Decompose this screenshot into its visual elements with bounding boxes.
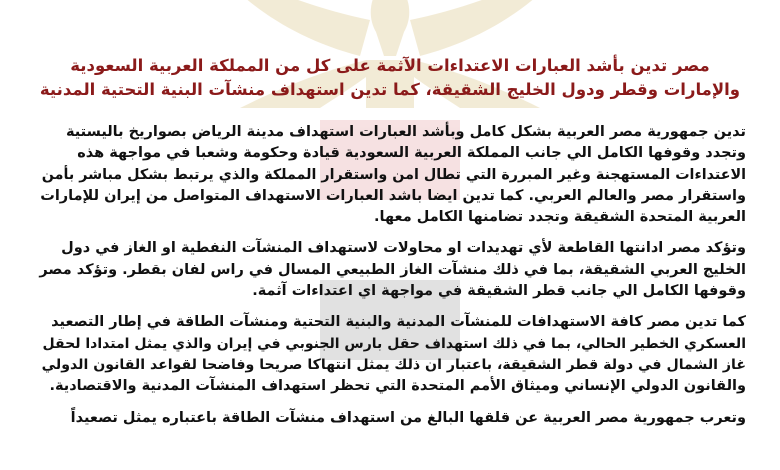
statement-body — [34, 122, 746, 439]
title-line: مصر تدين بأشد العبارات الاعتداءات الآثمة على كل من المملكة العربية السعودية — [70, 56, 710, 75]
paragraph-gulf-energy — [34, 238, 746, 302]
body-line: تدين جمهورية مصر العربية بشكل كامل وبأشد العبارات استهداف مدينة الرياض بصواريخ باليستية — [65, 124, 746, 140]
body-line: والقانون الدولي الإنساني وميثاق الأمم المتحدة التي تحظر استهداف المنشآت المدنية والاقتصادية. — [49, 378, 746, 395]
body-line: العربية المتحدة الشقيقة وتجدد تضامنها الكامل معها. — [374, 209, 746, 226]
paragraph-civilian-facilities — [34, 312, 746, 397]
body-line: وتؤكد مصر ادانتها القاطعة لأي تهديدات او محاولات لاستهداف المنشآت النفطية او الغاز في دول — [61, 240, 746, 257]
body-line: العسكري الخطير الحالي، بما في ذلك استهداف حقل بارس الجنوبي في إيران والذي يمثل امتدادا لحقل — [42, 335, 746, 352]
title-line: والإمارات وقطر ودول الخليج الشقيقة، كما تدين استهداف منشآت البنية التحتية المدنية — [39, 80, 741, 99]
body-line: وتعرب جمهورية مصر العربية عن قلقها البالغ من استهداف منشآت الطاقة باعتباره يمثل تصعيداً — [70, 409, 746, 426]
body-line: وتجدد وقوفها الكامل الي جانب المملكة العربية السعودية قيادة وحكومة وشعبا في مواجهة هذه — [77, 145, 746, 162]
body-line: وقوفها الكامل الي جانب قطر الشقيقة في مواجهة اي اعتداءات آثمة. — [252, 283, 746, 300]
body-line: واستقرار مصر والعالم العربي. كما تدين ايضا باشد العبارات الاستهداف المتواصل من إيران للإمارات — [40, 187, 746, 204]
body-line: الاعتداءات المستهجنة وغير المبررة التي تطال امن واستقرار المملكة والذي يرتبط بشكل مباشر بأمن — [41, 166, 746, 183]
paragraph-concern — [34, 408, 746, 429]
statement-title — [30, 54, 750, 102]
body-line: غاز الشمال في دولة قطر الشقيقة، باعتبار ان ذلك يمثل انتهاكا صريحا وفاضحا لقواعد القانون الدولي — [41, 356, 746, 373]
paragraph-riyadh-uae — [34, 122, 746, 228]
body-line: كما تدين مصر كافة الاستهدافات للمنشآت المدنية والبنية التحتية ومنشآت الطاقة في إطار التصعيد — [51, 314, 746, 331]
body-line: الخليج العربي الشقيقة، بما في ذلك منشآت الغاز الطبيعي المسال في راس لفان بقطر. وتؤكد مصر — [39, 261, 746, 278]
